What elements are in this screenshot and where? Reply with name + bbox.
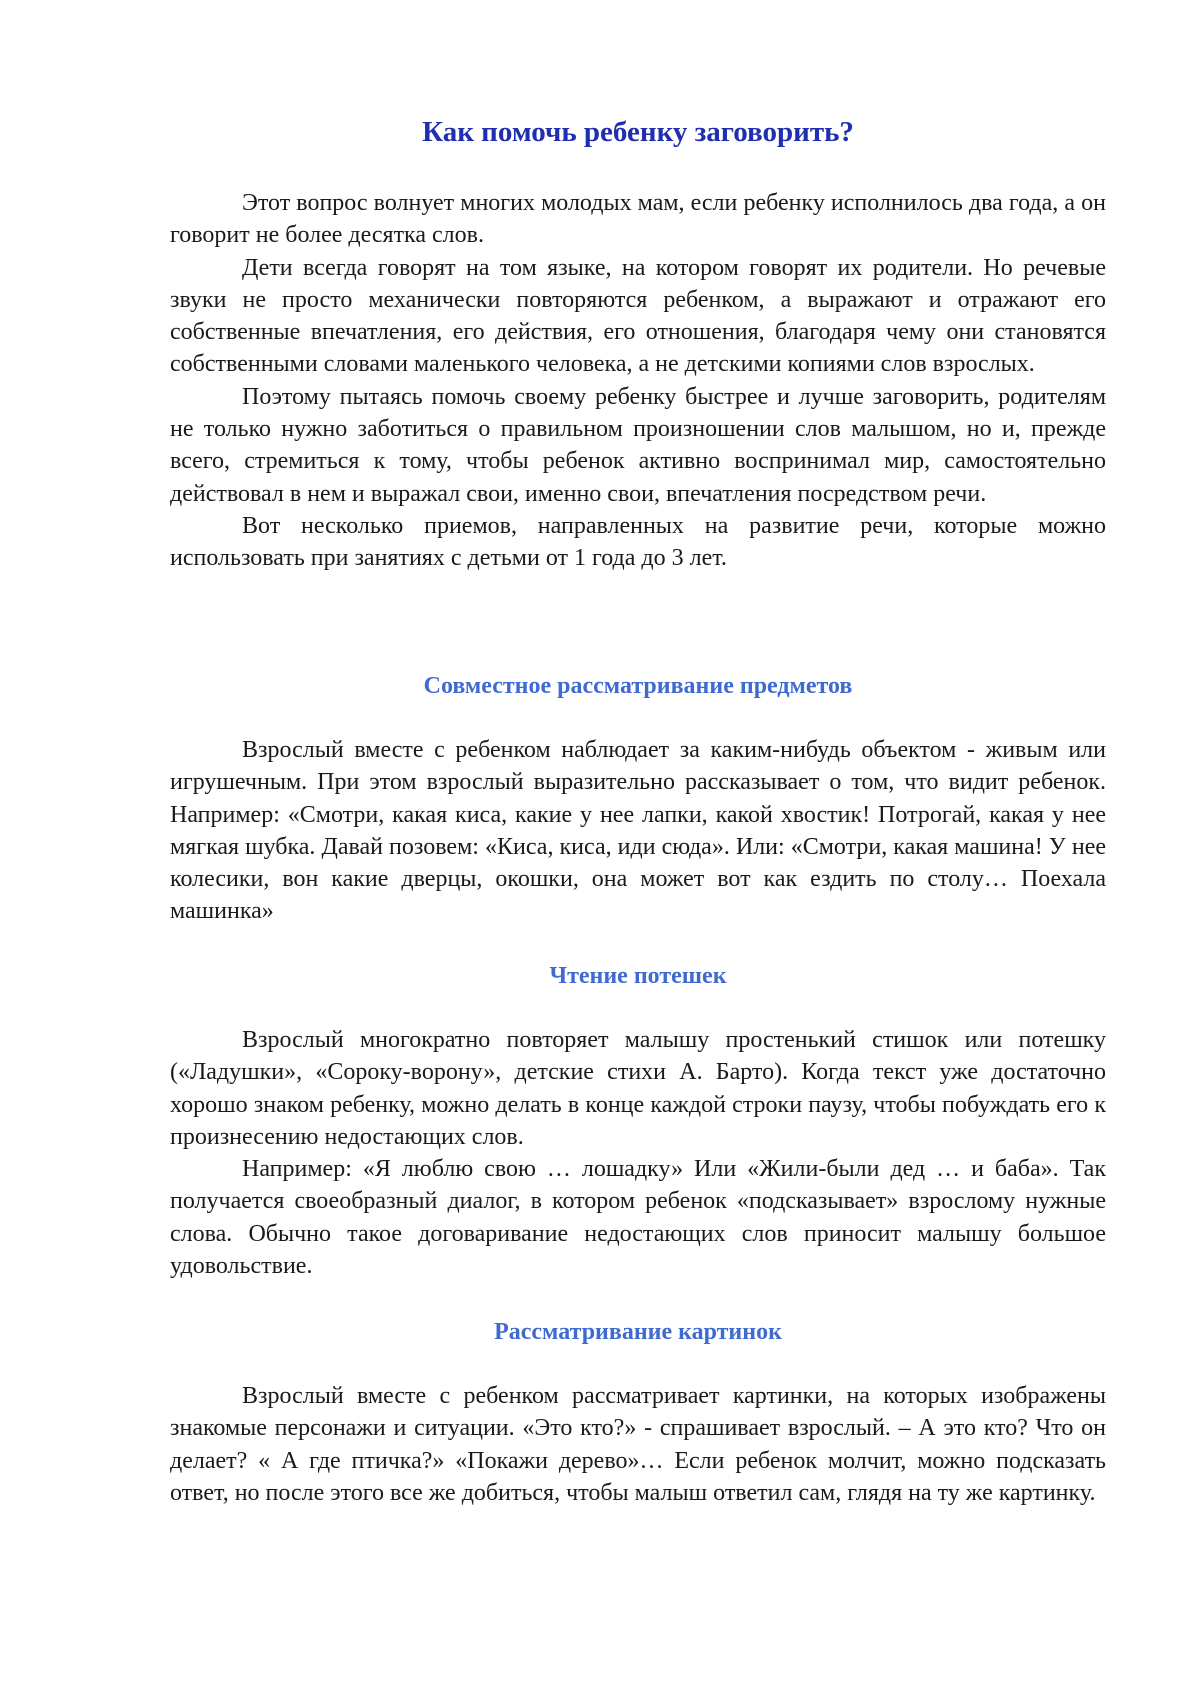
section-heading: Чтение потешек [549,963,727,989]
paragraph: Например: «Я люблю свою … лошадку» Или «Жили-были дед … и баба». Так получается своеобразный диалог, в котором ребенок «подсказывает» взрослому нужные слова. Обычно такое договаривание недостающих слов приносит малышу большое удовольствие. [170,1156,1106,1280]
paragraph: Взрослый многократно повторяет малышу простенький стишок или потешку («Ладушки», «Сороку-ворону», детские стихи А. Барто). Когда текст уже достаточно хорошо знаком ребенку, можно делать в конце каждой строки паузу, чтобы побуждать его к произнесению недостающих слов. [170,1027,1106,1150]
paragraph: Вот несколько приемов, направленных на развитие речи, которые можно использовать при занятиях с детьми от 1 года до 3 лет. [170,512,1106,572]
page-title: Как помочь ребенку заговорить? [422,116,854,148]
section-heading: Рассматривание картинок [494,1319,782,1345]
section-body [170,1024,1106,1282]
intro-section [170,187,1106,575]
section-body [170,734,1106,928]
paragraph: Дети всегда говорят на том языке, на котором говорят их родители. Но речевые звуки не просто механически повторяются ребенком, а выражают и отражают его собственные впечатления, его действия, его отношения, благодаря чему они становятся собственными словами маленького человека, а не детскими копиями слов взрослых. [170,254,1106,378]
paragraph: Поэтому пытаясь помочь своему ребенку быстрее и лучше заговорить, родителям не только нужно заботиться о правильном произношении слов малышом, но и, прежде всего, стремиться к тому, чтобы ребенок активно воспринимал мир, самостоятельно действовал в нем и выражал свои, именно свои, впечатления посредством речи. [170,383,1106,507]
section-body [170,1380,1106,1509]
paragraph: Этот вопрос волнует многих молодых мам, если ребенку исполнилось два года, а он говорит не более десятка слов. [170,190,1106,249]
section-heading: Совместное рассматривание предметов [423,673,853,699]
paragraph: Взрослый вместе с ребенком наблюдает за каким-нибудь объектом - живым или игрушечным. При этом взрослый выразительно рассказывает о том, что видит ребенок. Например: «Смотри, какая киса, какие у нее лапки, какой хвостик! Потрогай, какая у нее мягкая шубка. Давай позовем: «Киса, киса, иди сюда». Или: «Смотри, какая машина! У нее колесики, вон какие дверцы, окошки, она может вот как ездить по столу… Поехала машинка» [170,737,1106,925]
paragraph: Взрослый вместе с ребенком рассматривает картинки, на которых изображены знакомые персонажи и ситуации. «Это кто?» - спрашивает взрослый. – А это кто? Что он делает? « А где птичка?» «Покажи дерево»… Если ребенок молчит, можно подсказать ответ, но после этого все же добиться, чтобы малыш ответил сам, глядя на ту же картинку. [170,1383,1106,1506]
